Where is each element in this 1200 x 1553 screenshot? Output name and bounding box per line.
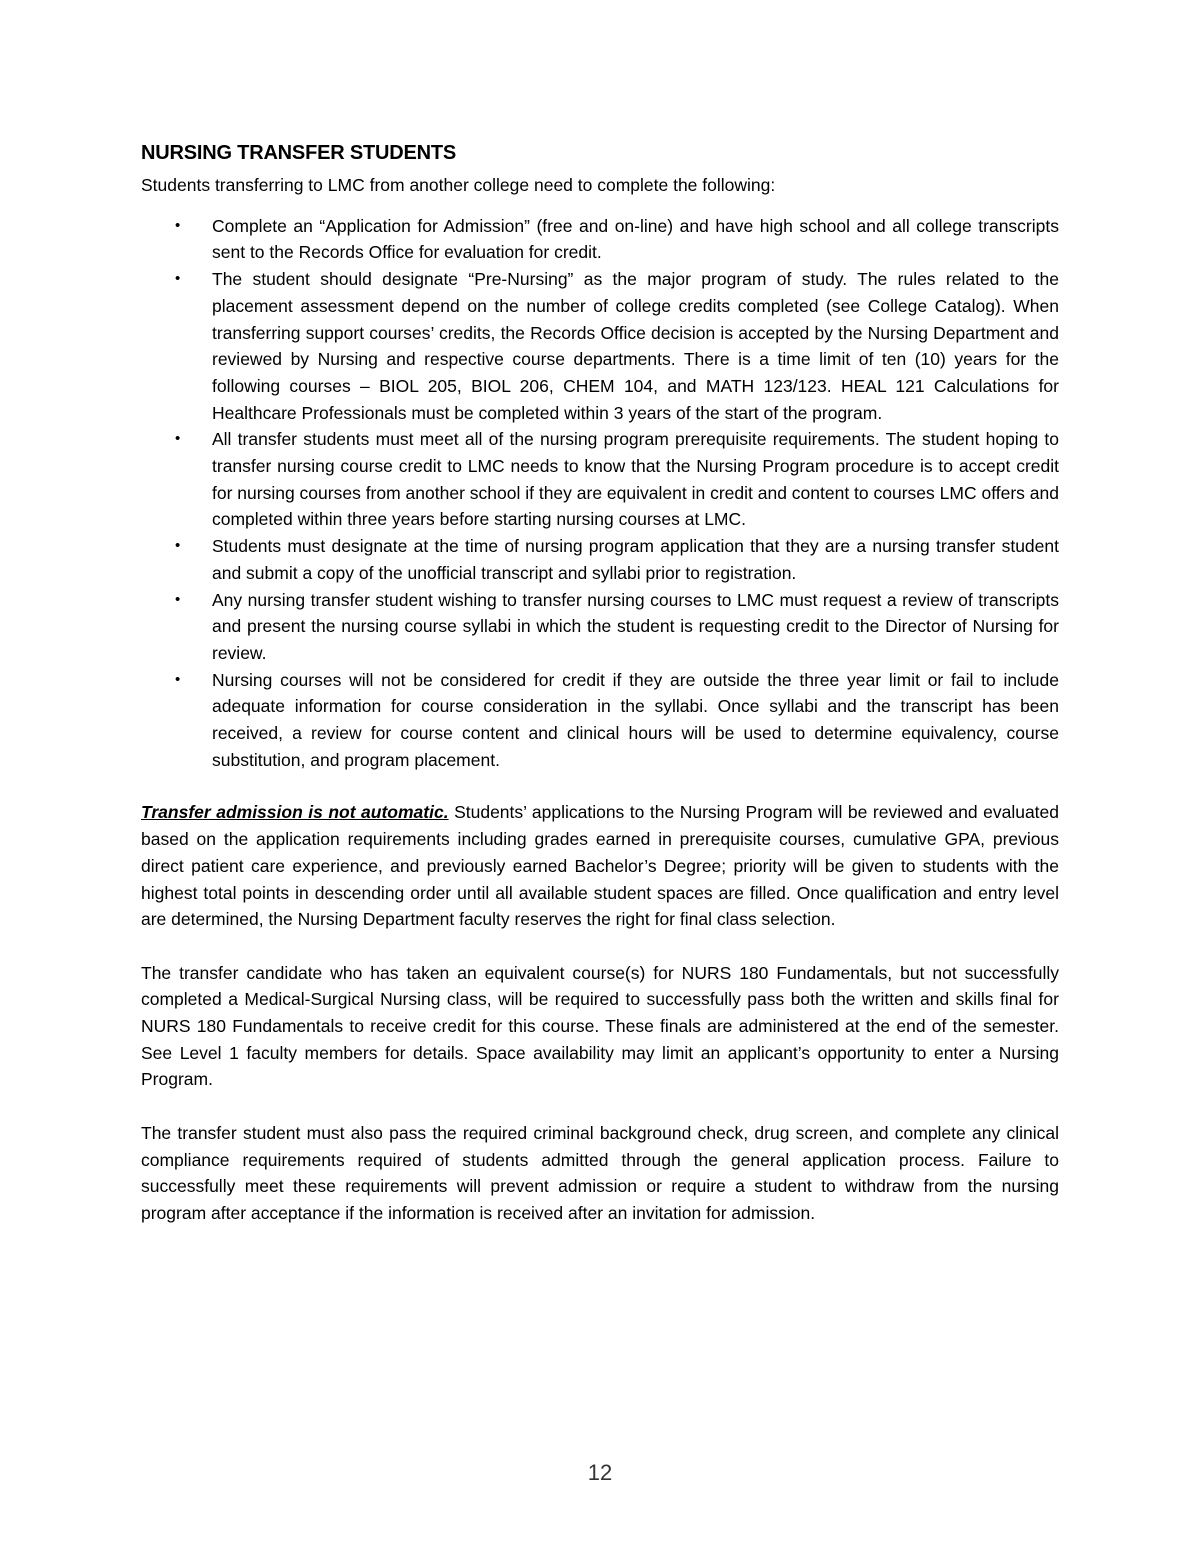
list-item-text: Nursing courses will not be considered for credit if they are outside the three year limit or fail to include adequate information for course consideration in the syllabi. Once syllabi and the transcript has been received, a review for course content and clinical hours will be used to determine equivalency, course substitution, and program placement. bbox=[212, 669, 1059, 770]
list-item bbox=[141, 667, 1059, 774]
list-item bbox=[141, 213, 1059, 266]
list-item bbox=[141, 533, 1059, 586]
admission-paragraph bbox=[141, 799, 1059, 933]
list-item bbox=[141, 587, 1059, 667]
bullet-icon: • bbox=[175, 537, 181, 555]
bullet-icon: • bbox=[175, 430, 181, 448]
admission-lead: Transfer admission is not automatic. bbox=[141, 802, 449, 823]
list-item-text: All transfer students must meet all of the nursing program prerequisite requirements. The student hoping to transfer nursing course credit to LMC needs to know that the Nursing Program procedure is to accept credit for nursing courses from another school if they are equivalent in credit and content to courses LMC offers and completed within three years before starting nursing courses at LMC. bbox=[212, 429, 1059, 530]
requirements-list bbox=[141, 213, 1059, 774]
intro-text: Students transferring to LMC from another college need to complete the following: bbox=[141, 175, 776, 195]
list-item-text: The student should designate “Pre-Nursing” as the major program of study. The rules related to the placement assessment depend on the number of college credits completed (see College Catalog). When transferring support courses’ credits, the Records Office decision is accepted by the Nursing Department and reviewed by Nursing and respective course departments. There is a time limit of ten (10) years for the following courses – BIOL 205, BIOL 206, CHEM 104, and MATH 123/123. HEAL 121 Calculations for Healthcare Professionals must be completed within 3 years of the start of the program. bbox=[212, 269, 1059, 423]
list-item bbox=[141, 426, 1059, 533]
list-item-text: Students must designate at the time of nursing program application that they are a nursing transfer student and submit a copy of the unofficial transcript and syllabi prior to registration. bbox=[212, 536, 1059, 583]
page-number: 12 bbox=[587, 1460, 613, 1485]
section-heading: NURSING TRANSFER STUDENTS bbox=[141, 142, 457, 164]
bullet-icon: • bbox=[175, 270, 181, 288]
admission-body: Students’ applications to the Nursing Program will be reviewed and evaluated based on the application requirements including grades earned in prerequisite courses, cumulative GPA, previous direct patient care experience, and previously earned Bachelor’s Degree; priority will be given to students with the highest total points in descending order until all available student spaces are filled. Once qualification and entry level are determined, the Nursing Department faculty reserves the right for final class selection. bbox=[141, 802, 1059, 930]
bullet-icon: • bbox=[175, 216, 181, 234]
bullet-icon: • bbox=[175, 590, 181, 608]
bullet-icon: • bbox=[175, 670, 181, 688]
fundamentals-paragraph: The transfer candidate who has taken an equivalent course(s) for NURS 180 Fundamentals, but not successfully completed a Medical-Surgical Nursing class, will be required to successfully pass both the written and skills final for NURS 180 Fundamentals to receive credit for this course. These finals are administered at the end of the semester. See Level 1 faculty members for details. Space availability may limit an applicant’s opportunity to enter a Nursing Program. bbox=[141, 962, 1059, 1090]
list-item-text: Complete an “Application for Admission” (free and on-line) and have high school and all college transcripts sent to the Records Office for evaluation for credit. bbox=[212, 215, 1059, 263]
list-item-text: Any nursing transfer student wishing to transfer nursing courses to LMC must request a review of transcripts and present the nursing course syllabi in which the student is requesting credit to the Director of Nursing for review. bbox=[212, 589, 1059, 663]
document-page bbox=[141, 140, 1059, 1253]
list-item bbox=[141, 266, 1059, 426]
background-check-paragraph: The transfer student must also pass the required criminal background check, drug screen, and complete any clinical compliance requirements required of students admitted through the general application process. Failure to successfully meet these requirements will prevent admission or require a student to withdraw from the nursing program after acceptance if the information is received after an invitation for admission. bbox=[141, 1122, 1059, 1223]
